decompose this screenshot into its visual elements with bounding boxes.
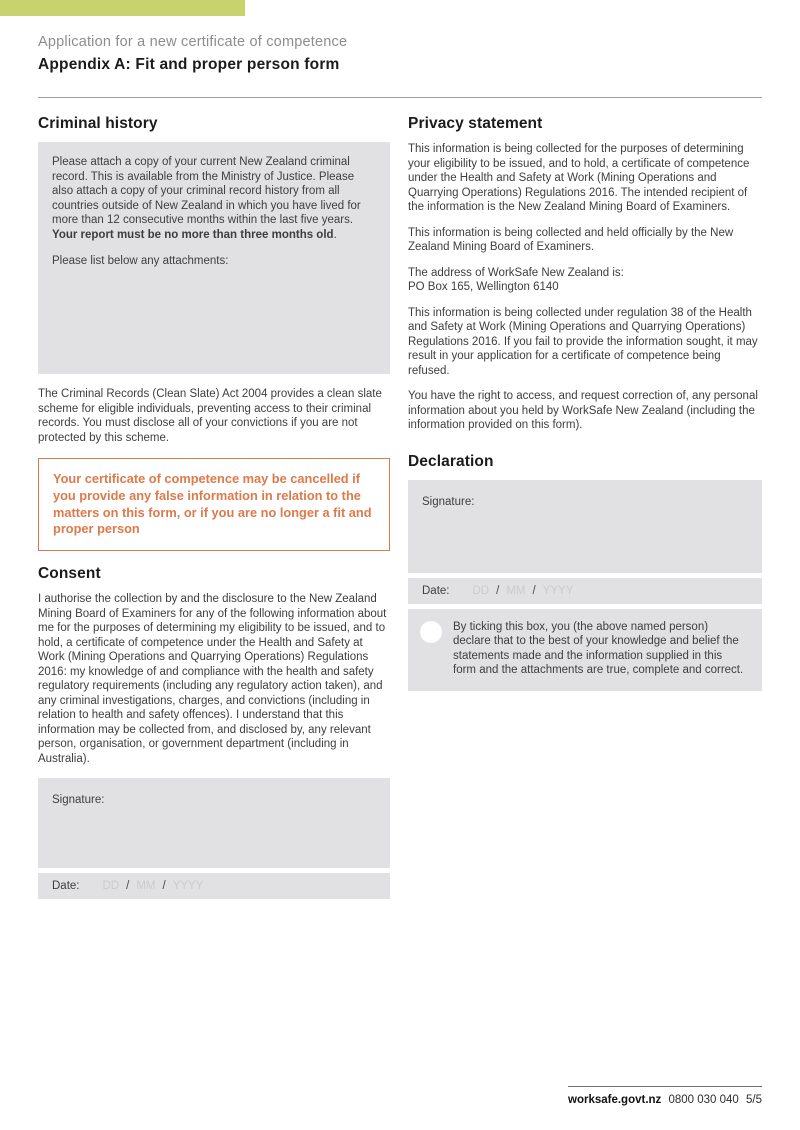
- footer-website: worksafe.govt.nz: [568, 1094, 662, 1106]
- page-content: [38, 34, 762, 899]
- header: [38, 34, 762, 74]
- consent-date-field[interactable]: [38, 873, 390, 899]
- date-separator: /: [496, 584, 500, 597]
- privacy-paragraph-5: You have the right to access, and request correction of, any personal information about you held by WorkSafe New Zealand (including the information provided on this form).: [408, 390, 758, 431]
- footer-page-number: 5/5: [745, 1094, 762, 1106]
- criminal-instructions-bold: Your report must be no more than three months old: [52, 228, 334, 241]
- right-column: [408, 115, 762, 899]
- criminal-history-heading: Criminal history: [38, 115, 158, 132]
- clean-slate-note: The Criminal Records (Clean Slate) Act 2004 provides a clean slate scheme for eligible individuals, preventing access to their criminal records. You must disclose all of your convictions if you are not protected by this scheme.: [38, 388, 382, 444]
- date-separator: /: [162, 880, 166, 893]
- criminal-instructions: [52, 155, 376, 242]
- form-suptitle: Application for a new certificate of competence: [38, 34, 348, 50]
- date-separator: /: [126, 880, 130, 893]
- consent-signature-label: Signature:: [52, 794, 105, 807]
- criminal-attachments-field[interactable]: [38, 142, 390, 374]
- privacy-paragraph-4: This information is being collected under regulation 38 of the Health and Safety at Work (Mining Operations and Quarrying Operations) Regulations 2016. If you fail to provide the information sought, it may result in your application for a certificate of competence being refused.: [408, 306, 758, 377]
- worksafe-address: PO Box 165, Wellington 6140: [408, 281, 559, 293]
- privacy-statement-heading: Privacy statement: [408, 115, 543, 132]
- declaration-signature-field[interactable]: [408, 480, 762, 573]
- criminal-instructions-text: Please attach a copy of your current New Zealand criminal record. This is available from the Ministry of Justice. Please also attach a copy of your criminal record history from all countries outside of New Zealand in which you have lived for more than 12 consecutive months within the last five years.: [52, 156, 361, 226]
- declaration-date-year-placeholder[interactable]: YYYY: [542, 584, 574, 597]
- declaration-date-label: Date:: [422, 584, 450, 597]
- cancellation-warning-notice: Your certificate of competence may be cancelled if you provide any false information in relation to the matters on this form, or if you are no longer a fit and proper person: [38, 458, 390, 551]
- consent-date-month-placeholder[interactable]: MM: [136, 880, 156, 893]
- attachments-prompt: Please list below any attachments:: [52, 255, 229, 267]
- consent-body: I authorise the collection by and the disclosure to the New Zealand Mining Board of Examiners for any of the following information about me for the purposes of determining my eligibility to be issued, and to hold, a certificate of competence under the Health and Safety at Work (Mining Operations and Quarrying Operations) Regulations 2016: my knowledge of and compliance with the health and safety regulatory requirements (including any regulatory action taken), and any criminal investigations, charges, and convictions (including in relation to health and safety offences). I understand that this information may be collected from, and disclosed by, any relevant person, organisation, or government department (including in Australia).: [38, 593, 387, 765]
- criminal-instructions-period: .: [333, 228, 337, 241]
- declaration-date-field[interactable]: [408, 578, 762, 604]
- date-separator: /: [532, 584, 536, 597]
- declaration-tick-row: [408, 609, 762, 691]
- consent-date-label: Date:: [52, 880, 80, 893]
- declaration-date-month-placeholder[interactable]: MM: [506, 584, 526, 597]
- declaration-tick-checkbox[interactable]: [420, 621, 442, 643]
- declaration-heading: Declaration: [408, 452, 494, 470]
- privacy-paragraph-3: [408, 266, 762, 295]
- declaration-signature-label: Signature:: [422, 495, 475, 508]
- header-divider: [38, 97, 762, 98]
- consent-date-day-placeholder[interactable]: DD: [102, 880, 120, 893]
- declaration-date-day-placeholder[interactable]: DD: [472, 584, 490, 597]
- worksafe-address-intro: The address of WorkSafe New Zealand is:: [408, 266, 624, 279]
- consent-signature-field[interactable]: [38, 778, 390, 868]
- footer: [568, 1086, 762, 1106]
- privacy-paragraph-1: This information is being collected for the purposes of determining your eligibility to be issued, and to hold, a certificate of competence under the Health and Safety at Work (Mining Operations and Quarrying Operations) Regulations 2016. The intended recipient of the information is the New Zealand Mining Board of Examiners.: [408, 143, 750, 213]
- two-column-layout: [38, 115, 762, 899]
- consent-date-year-placeholder[interactable]: YYYY: [172, 880, 204, 893]
- declaration-tick-text: By ticking this box, you (the above named person) declare that to the best of your knowledge and belief the statements made and the information supplied in this form and the attachments are true, complete and correct.: [453, 620, 744, 676]
- footer-phone: 0800 030 040: [668, 1094, 739, 1106]
- privacy-paragraph-2: This information is being collected and held officially by the New Zealand Mining Board of Examiners.: [408, 226, 734, 253]
- brand-accent-bar: [0, 0, 245, 16]
- page-title: Appendix A: Fit and proper person form: [38, 56, 340, 73]
- left-column: [38, 115, 390, 899]
- consent-heading: Consent: [38, 565, 101, 583]
